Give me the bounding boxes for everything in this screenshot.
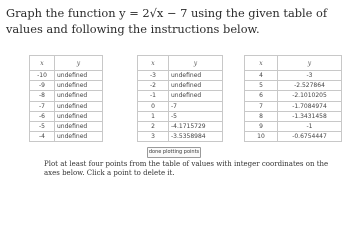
y-value: -1.3431458 xyxy=(278,111,342,121)
y-value: undefined xyxy=(55,81,103,91)
y-header: y xyxy=(169,56,223,71)
values-table-left xyxy=(29,55,103,142)
y-value: -2.527864 xyxy=(278,81,342,91)
y-value: undefined xyxy=(55,91,103,101)
table-row xyxy=(245,81,342,91)
x-value: 2 xyxy=(138,121,169,131)
x-value: 1 xyxy=(138,111,169,121)
y-header: y xyxy=(55,56,103,71)
x-value: 8 xyxy=(245,111,278,121)
table-row xyxy=(138,121,223,131)
y-value: -3 xyxy=(278,71,342,81)
x-value: 7 xyxy=(245,101,278,111)
x-value: -7 xyxy=(30,101,55,111)
x-value: -5 xyxy=(30,121,55,131)
table-row xyxy=(30,91,103,101)
x-value: -1 xyxy=(138,91,169,101)
instructions xyxy=(6,6,344,37)
plot-instructions-text: Plot at least four points from the table of values with integer coordinates on the axes below. Click a point to delete it. xyxy=(44,160,329,177)
table-row xyxy=(245,91,342,101)
table-row xyxy=(245,71,342,81)
x-value: 5 xyxy=(245,81,278,91)
x-value: 0 xyxy=(138,101,169,111)
x-value: 4 xyxy=(245,71,278,81)
values-table-right xyxy=(244,55,342,142)
plot-instructions xyxy=(44,160,344,178)
table-row xyxy=(138,111,223,121)
x-value: 9 xyxy=(245,121,278,131)
x-header: x xyxy=(138,56,169,71)
table-row xyxy=(245,101,342,111)
table-row xyxy=(30,121,103,131)
x-value: -6 xyxy=(30,111,55,121)
x-value: -2 xyxy=(138,81,169,91)
y-value: undefined xyxy=(55,121,103,131)
table-row xyxy=(245,111,342,121)
x-value: -4 xyxy=(30,132,55,142)
y-value: undefined xyxy=(55,111,103,121)
x-header: x xyxy=(245,56,278,71)
y-value: -5 xyxy=(169,111,223,121)
done-plotting-button[interactable]: done plotting points xyxy=(147,147,201,158)
y-value: undefined xyxy=(55,101,103,111)
x-value: -9 xyxy=(30,81,55,91)
table-row xyxy=(138,132,223,142)
table-row xyxy=(245,132,342,142)
y-value: -4.1715729 xyxy=(169,121,223,131)
instructions-text: Graph the function y = 2√x − 7 using the given table of values and following the instructions below. xyxy=(6,6,328,36)
x-value: 3 xyxy=(138,132,169,142)
x-value: -8 xyxy=(30,91,55,101)
table-row xyxy=(30,111,103,121)
y-header: y xyxy=(278,56,342,71)
y-value: undefined xyxy=(55,132,103,142)
table-row xyxy=(138,91,223,101)
y-value: -1 xyxy=(278,121,342,131)
y-value: undefined xyxy=(169,81,223,91)
y-value: -7 xyxy=(169,101,223,111)
table-row xyxy=(245,121,342,131)
table-row xyxy=(30,71,103,81)
y-value: -1.7084974 xyxy=(278,101,342,111)
values-table-middle xyxy=(137,55,223,142)
y-value: -0.6754447 xyxy=(278,132,342,142)
x-value: -10 xyxy=(30,71,55,81)
y-value: undefined xyxy=(55,71,103,81)
x-value: -3 xyxy=(138,71,169,81)
table-row xyxy=(138,71,223,81)
y-value: -3.5358984 xyxy=(169,132,223,142)
x-value: 10 xyxy=(245,132,278,142)
y-value: -2.1010205 xyxy=(278,91,342,101)
x-value: 6 xyxy=(245,91,278,101)
table-row xyxy=(30,81,103,91)
x-header: x xyxy=(30,56,55,71)
table-row xyxy=(30,132,103,142)
y-value: undefined xyxy=(169,71,223,81)
table-row xyxy=(138,101,223,111)
table-row xyxy=(30,101,103,111)
y-value: undefined xyxy=(169,91,223,101)
table-row xyxy=(138,81,223,91)
